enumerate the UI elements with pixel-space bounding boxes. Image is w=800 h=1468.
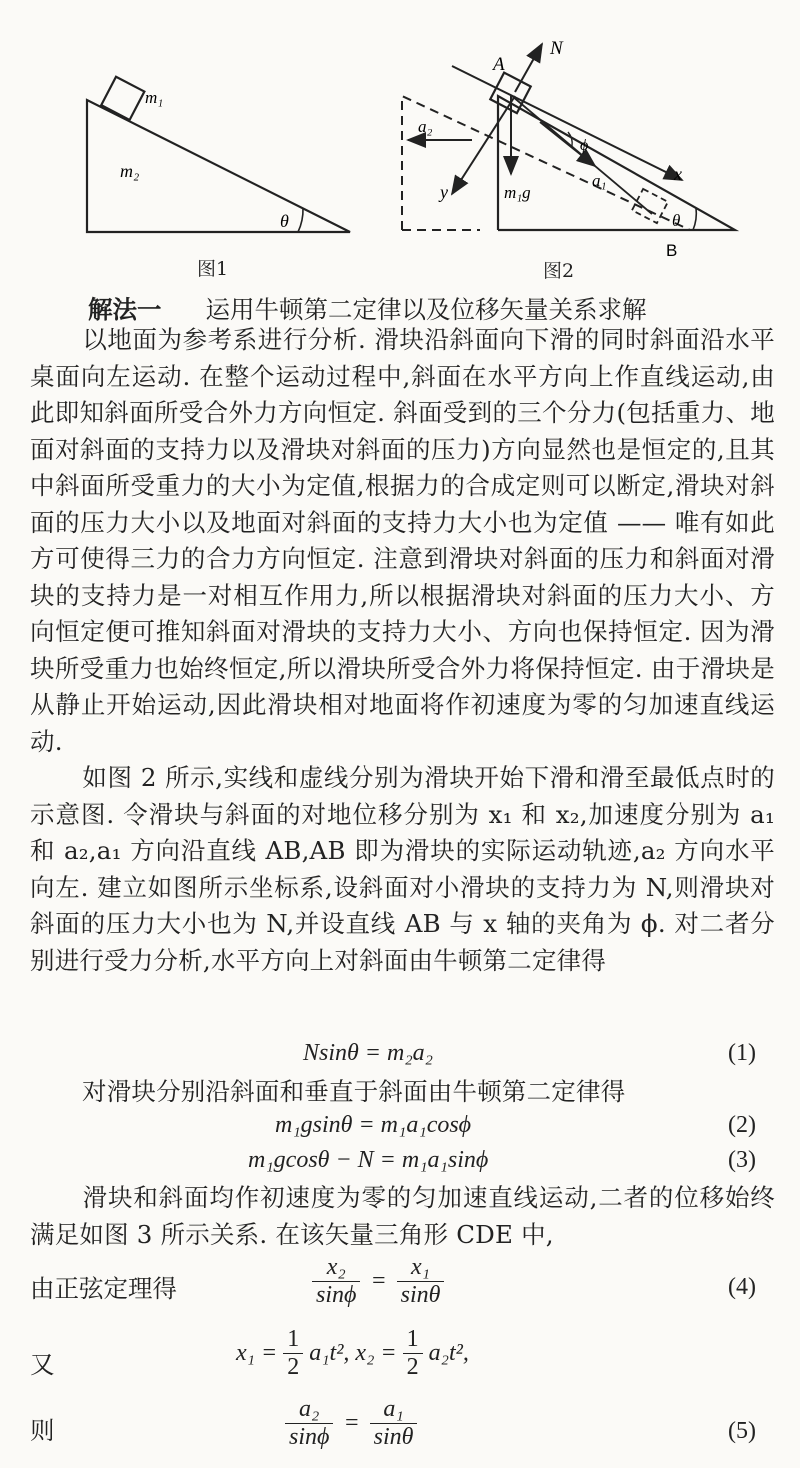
eq4-num-1: x₂ [312, 1254, 360, 1282]
equation-3: m₁gcosθ − N = m₁a₁sinϕ [248, 1147, 489, 1173]
initial-incline [498, 96, 735, 230]
label-a2: a₂ [418, 117, 433, 136]
label-m1: m₁ [145, 88, 164, 107]
label-phi: ϕ [580, 137, 589, 154]
eq5-den-2: sinθ [373, 1424, 414, 1450]
equation-5-lead: 则 [30, 1416, 55, 1445]
theta-arc [298, 208, 303, 232]
equation-5: $\frac{\text{a₂}}{\sin\phi}$ = $\frac{\text{a₁}}{\sin\theta}$ [285, 1396, 417, 1451]
x-axis [452, 66, 682, 180]
equation-1: Nsinθ = m₂a₂ [303, 1040, 434, 1066]
equation-displacement: x₁ = $\frac{1}{2}$ a₁t², x₂ = $\frac{1}{2}$ a₂t², [236, 1326, 469, 1380]
paragraph-4-text: 滑块和斜面均作初速度为零的匀加速直线运动,二者的位移始终满足如图 3 所示关系. 在该矢量三角形 CDE 中, [30, 1183, 775, 1249]
paragraph-1-text: 以地面为参考系进行分析. 滑块沿斜面向下滑的同时斜面沿水平桌面向左运动. 在整个运动过程中,斜面在水平方向上作直线运动,由此即知斜面所受合外力方向恒定. 斜面受到的三个分力(包括重力、地面对斜面的支持力以及滑块对斜面的压力)方向显然也是恒定的,且其中斜面所受重力的大小为定值,根据力的合成定则可以断定,滑块对斜面的压力大小以及地面对斜面的支持力大小也为定值 —— 唯有如此方可使得三力的合力方向恒定. 注意到滑块对斜面的压力和斜面对滑块的支持力是一对相互作用力,所以根据滑块对斜面的压力大小、方向恒定便可推知斜面对滑块的支持力大小、方向也保持恒定. 因为滑块所受重力也始终恒定,所以滑块所受合外力将保持恒定. 由于滑块是从静止开始运动,因此滑块相对地面将作初速度为零的匀加速直线运动. [30, 325, 775, 756]
eq4-num-2: x₁ [397, 1254, 445, 1282]
eq5-num-2: a₁ [370, 1396, 418, 1424]
block-m1 [101, 77, 144, 120]
figure-2 [390, 34, 770, 264]
equation-4: $\frac{\text{x₂}}{\sin\phi}$ = $\frac{\text{x₁}}{\sin\theta}$ [312, 1254, 444, 1309]
theta-arc-2 [693, 208, 696, 230]
method-subtitle: 运用牛顿第二定律以及位移矢量关系求解 [205, 295, 647, 324]
equation-4-number: (4) [728, 1274, 756, 1300]
equation-3-number: (3) [728, 1147, 756, 1173]
label-m2: m₂ [120, 161, 140, 181]
method-title: 解法一 [88, 295, 162, 324]
paragraph-3-text: 对滑块分别沿斜面和垂直于斜面由牛顿第二定律得 [82, 1077, 626, 1106]
label-A: A [493, 54, 505, 75]
paragraph-2 [30, 760, 775, 979]
equation-2: m₁gsinθ = m₁a₁cosϕ [275, 1112, 472, 1138]
label-N: N [550, 38, 563, 59]
label-B: B [666, 241, 678, 260]
eq5-den-1: sinϕ [289, 1424, 330, 1450]
eq4-den-2: sinθ [400, 1282, 441, 1308]
paragraph-3 [82, 1074, 772, 1111]
label-m1g: m₁g [504, 183, 531, 202]
equation-1-number: (1) [728, 1040, 756, 1066]
eq4-den-1: sinϕ [316, 1282, 357, 1308]
equation-4-lead: 由正弦定理得 [30, 1274, 177, 1303]
label-theta-2: θ [672, 211, 681, 230]
label-theta: θ [280, 211, 289, 231]
equation-5-number: (5) [728, 1418, 756, 1444]
equation-again-lead: 又 [30, 1350, 55, 1379]
figure-1 [60, 60, 370, 245]
incline-diagram-2 [390, 34, 770, 264]
incline-diagram-1 [60, 60, 370, 245]
figure-1-caption: 图1 [197, 258, 229, 280]
label-a1: a₁ [592, 171, 607, 190]
paragraph-1 [30, 322, 775, 760]
label-y: y [440, 182, 448, 202]
paragraph-4 [30, 1180, 775, 1253]
figure-2-caption: 图2 [543, 260, 575, 282]
label-x: x [674, 164, 682, 184]
paragraph-2-text: 如图 2 所示,实线和虚线分别为滑块开始下滑和滑至最低点时的示意图. 令滑块与斜面的对地位移分别为 x₁ 和 x₂,加速度分别为 a₁ 和 a₂,a₁ 方向沿直线 AB,AB 即为滑块的实际运动轨迹,a₂ 方向水平向左. 建立如图所示坐标系,设斜面对小滑块的支持力为 N,则滑块对斜面的压力大小也为 N,并设直线 AB 与 x 轴的夹角为 ϕ. 对二者分别进行受力分析,水平方向上对斜面由牛顿第二定律得 [30, 763, 775, 975]
eq5-num-1: a₂ [285, 1396, 333, 1424]
equation-2-number: (2) [728, 1112, 756, 1138]
